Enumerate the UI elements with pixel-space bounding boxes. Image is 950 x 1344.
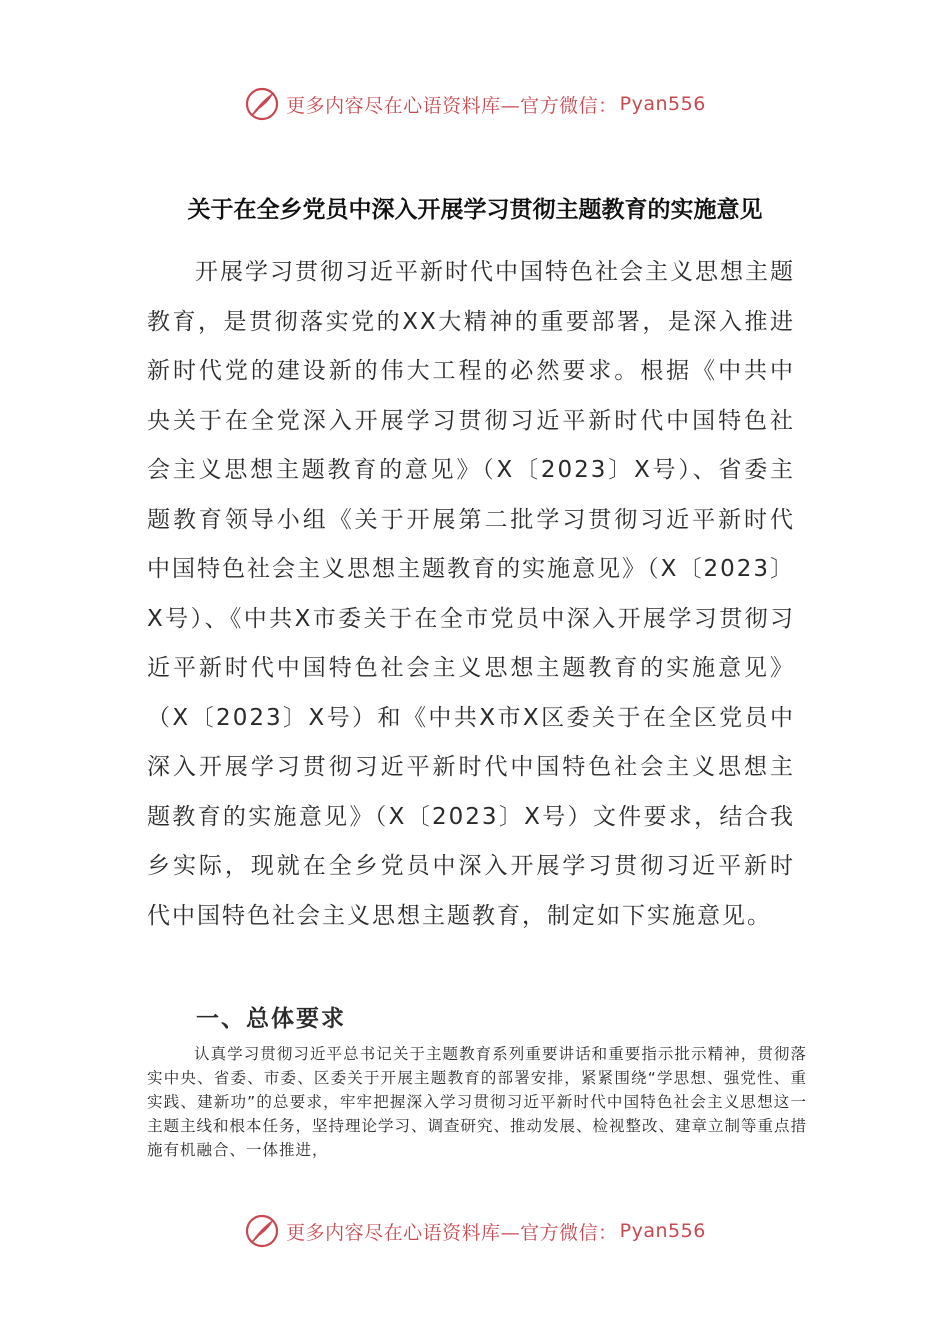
section-body-paragraph: 认真学习贯彻习近平总书记关于主题教育系列重要讲话和重要指示批示精神，贯彻落实中央、省委、市委、区委关于开展主题教育的部署安排，紧紧围绕“学思想、强党性、重实践、建新功”的总要求，牢牢把握深入学习贯彻习近平新时代中国特色社会主义思想这一主题主线和根本任务，坚持理论学习、调查研究、推动发展、检视整改、建章立制等重点措施有机融合、一体推进， [147, 1045, 808, 1159]
watermark-wechat-id: Pyan556 [619, 1220, 706, 1242]
section-heading: 一、总体要求 [196, 1006, 346, 1032]
watermark-wechat-id: Pyan556 [619, 93, 706, 115]
quill-logo-icon [244, 1213, 280, 1249]
intro-paragraph: 开展学习贯彻习近平新时代中国特色社会主义思想主题教育，是贯彻落实党的XX大精神的重要部署，是深入推进新时代党的建设新的伟大工程的必然要求。根据《中共中央关于在全党深入开展学习贯彻习近平新时代中国特色社会主义思想主题教育的意见》（X〔2023〕X号）、省委主题教育领导小组《关于开展第二批学习贯彻习近平新时代中国特色社会主义思想主题教育的实施意见》（X〔2023〕X号）、《中共X市委关于在全市党员中深入开展学习贯彻习近平新时代中国特色社会主义思想主题教育的实施意见》（X〔2023〕X号）和《中共X市X区委关于在全区党员中深入开展学习贯彻习近平新时代中国特色社会主义思想主题教育的实施意见》（X〔2023〕X号）文件要求，结合我乡实际，现就在全乡党员中深入开展学习贯彻习近平新时代中国特色社会主义思想主题教育，制定如下实施意见。 [147, 259, 795, 929]
quill-logo-icon [244, 86, 280, 122]
watermark-footer [0, 1211, 950, 1251]
watermark-text: 更多内容尽在心语资料库—官方微信： [286, 1221, 618, 1244]
document-title: 关于在全乡党员中深入开展学习贯彻主题教育的实施意见 [187, 197, 763, 224]
watermark-text: 更多内容尽在心语资料库—官方微信： [286, 94, 618, 117]
watermark-header [0, 84, 950, 124]
